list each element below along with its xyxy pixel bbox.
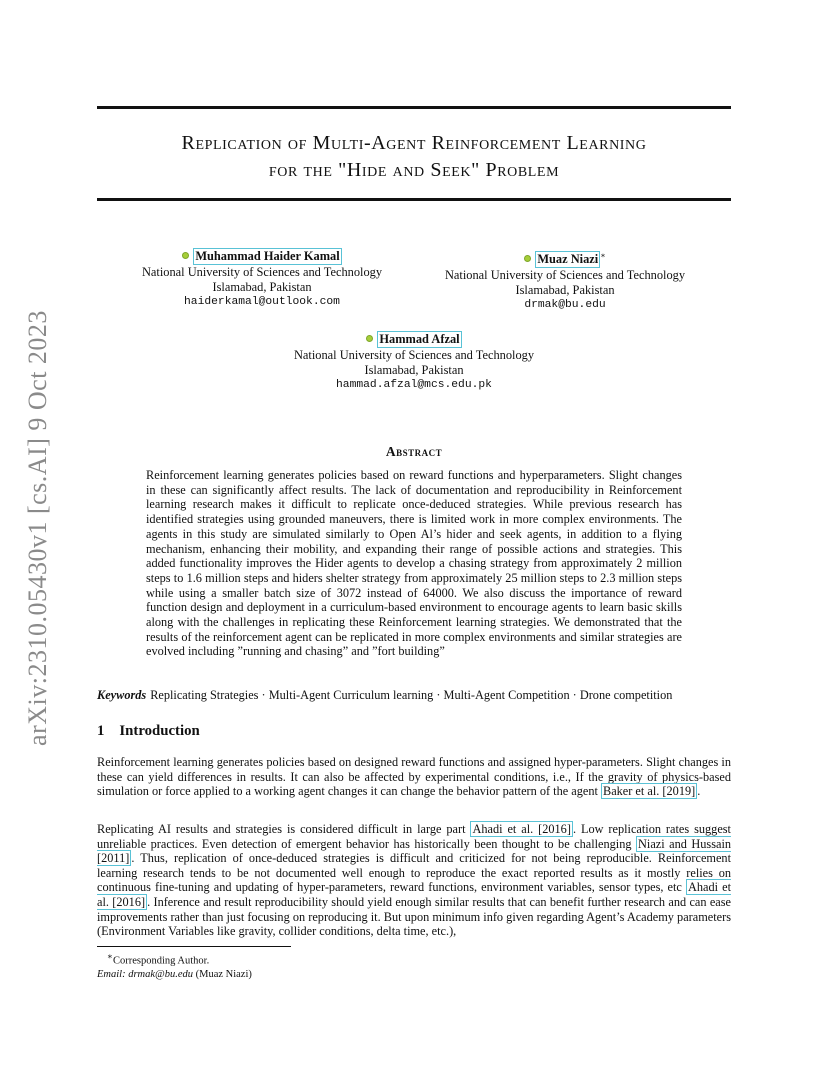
title-bottom-rule — [97, 198, 731, 201]
footnote-email-label: Email: — [97, 968, 126, 980]
author-location: Islamabad, Pakistan — [515, 283, 615, 298]
paragraph-text: Reinforcement learning generates policies based on designed reward functions and assigned hyper-parameters. Slight changes in these can yield differences in results. It can also be affected by experimental conditions, i.e., If the gravity of physics-based simulation or force applied to a working agent changes it can change the behavior pattern of the agent — [97, 755, 731, 799]
corresponding-marker[interactable]: ∗ — [600, 251, 606, 260]
title-top-rule — [97, 106, 731, 109]
citation-author[interactable]: Ahadi et al. — [97, 880, 731, 909]
keywords-text: Replicating Strategies · Multi-Agent Curriculum learning · Multi-Agent Competition · Drone competition — [150, 688, 673, 702]
author-affiliation: National University of Sciences and Technology — [141, 265, 383, 279]
citation-author[interactable]: Niazi and Hussain — [638, 836, 732, 851]
footnote — [97, 950, 252, 981]
intro-paragraph-1 — [97, 755, 731, 799]
title-line-1: Replication of Multi-Agent Reinforcement Learning — [181, 132, 647, 154]
paragraph-text: Replicating AI results and strategies is considered difficult in large part — [97, 822, 471, 836]
footnote-marker: ∗ — [107, 951, 113, 961]
orcid-icon[interactable] — [182, 252, 189, 259]
author-name-link[interactable]: Hammad Afzal — [379, 332, 460, 346]
abstract-text: Reinforcement learning generates policies based on reward functions and hyperparameters. Slight changes in these can significantly affect results. The lack of documentation and reproducibility in Reinforcement learning research makes it difficult to replicate once-deduced strategies. While previous research has identified strategies using grounded maneuvers, there is limited work in more complex environments. The agents in this study are simulated similarly to Open Al’s hider and seek agents, in addition to a flying mechanism, enhancing their mobility, and expanding their range of possible actions and strategies. This added functionality improves the Hider agents to develop a chasing strategy from approximately 2 million steps to 1.6 million steps and hiders shelter strategy from approximately 25 million steps to 2.3 million steps while using a smaller batch size of 3072 instead of 64000. We also discuss the importance of reward function design and deployment in a curriculum-based environment to encourage agents to learn basic skills along with the challenges in replicating these Reinforcement learning strategies. We demonstrated that the results of the reinforcement agent can be replicated in more complex environments and similar strategies are evolved including ”running and chasing” and ”fort building” — [146, 468, 682, 659]
author-name-link[interactable]: Muaz Niazi — [537, 252, 599, 267]
section-number: 1 — [97, 723, 105, 739]
orcid-icon[interactable] — [366, 335, 373, 342]
paragraph-text: . Inference and result reproducibility should yield enough similar results that can benefit further research and can ease improvements rather than just focusing on reproducing it. But upon minimum info given regarding Agent’s Academy parameters (Environment Variables like gravity, collider conditions, delta time, etc.), — [97, 894, 732, 939]
citation-year[interactable]: [2011] — [97, 851, 130, 866]
citation-year[interactable]: [2016] — [112, 894, 146, 909]
author-email: hammad.afzal@mcs.edu.pk — [336, 379, 492, 391]
author-block-1 — [122, 248, 402, 310]
title-line-2: for the "Hide and Seek" Problem — [268, 159, 560, 181]
author-affiliation: National University of Sciences and Technology — [444, 268, 686, 283]
citation-author[interactable]: Ahadi et al. — [472, 822, 534, 836]
author-email: haiderkamal@outlook.com — [184, 296, 340, 308]
keywords-label: Keywords — [97, 688, 147, 702]
author-block-3 — [272, 331, 556, 393]
author-affiliation: National University of Sciences and Technology — [293, 348, 535, 362]
author-name-link[interactable]: Muhammad Haider Kamal — [195, 249, 340, 263]
citation-author[interactable]: Baker et al. — [603, 784, 660, 799]
keywords-line — [97, 688, 737, 703]
footnote-text: Corresponding Author. — [112, 955, 210, 967]
paragraph-text: . Thus, replication of once-deduced strategies is difficult and criticized for not being reproducible. Reinforcement learning research tends to be not documented well enough to reproduce the exact reported results as it mostly relies on continuous fine-tuning and updating of hyper-parameters, reward functions, environment variables, sensor types, etc — [97, 851, 731, 895]
citation-link[interactable] — [470, 821, 572, 837]
author-location: Islamabad, Pakistan — [212, 280, 312, 294]
author-location: Islamabad, Pakistan — [364, 363, 464, 377]
footnote-email-name: (Muaz Niazi) — [195, 968, 252, 980]
footnote-rule — [97, 946, 291, 947]
paragraph-text: . — [697, 784, 701, 799]
citation-year[interactable]: [2019] — [662, 784, 696, 799]
arxiv-side-stamp: arXiv:2310.05430v1 [cs.AI] 9 Oct 2023 — [23, 310, 52, 746]
paragraph-text: . Low replication rates suggest unreliable practices. Even detection of emergent behavior has historically been thought to be challenging — [97, 822, 731, 851]
section-heading — [97, 723, 200, 740]
abstract-heading: Abstract — [385, 444, 443, 459]
paper-title — [97, 130, 731, 184]
author-email: drmak@bu.edu — [524, 299, 606, 312]
orcid-icon[interactable] — [524, 255, 531, 262]
author-block-2 — [425, 248, 705, 313]
citation-link[interactable] — [601, 783, 697, 799]
citation-year[interactable]: [2016] — [538, 822, 571, 836]
section-title: Introduction — [119, 723, 200, 739]
footnote-email: drmak@bu.edu — [128, 968, 193, 980]
intro-paragraph-2 — [97, 822, 731, 939]
